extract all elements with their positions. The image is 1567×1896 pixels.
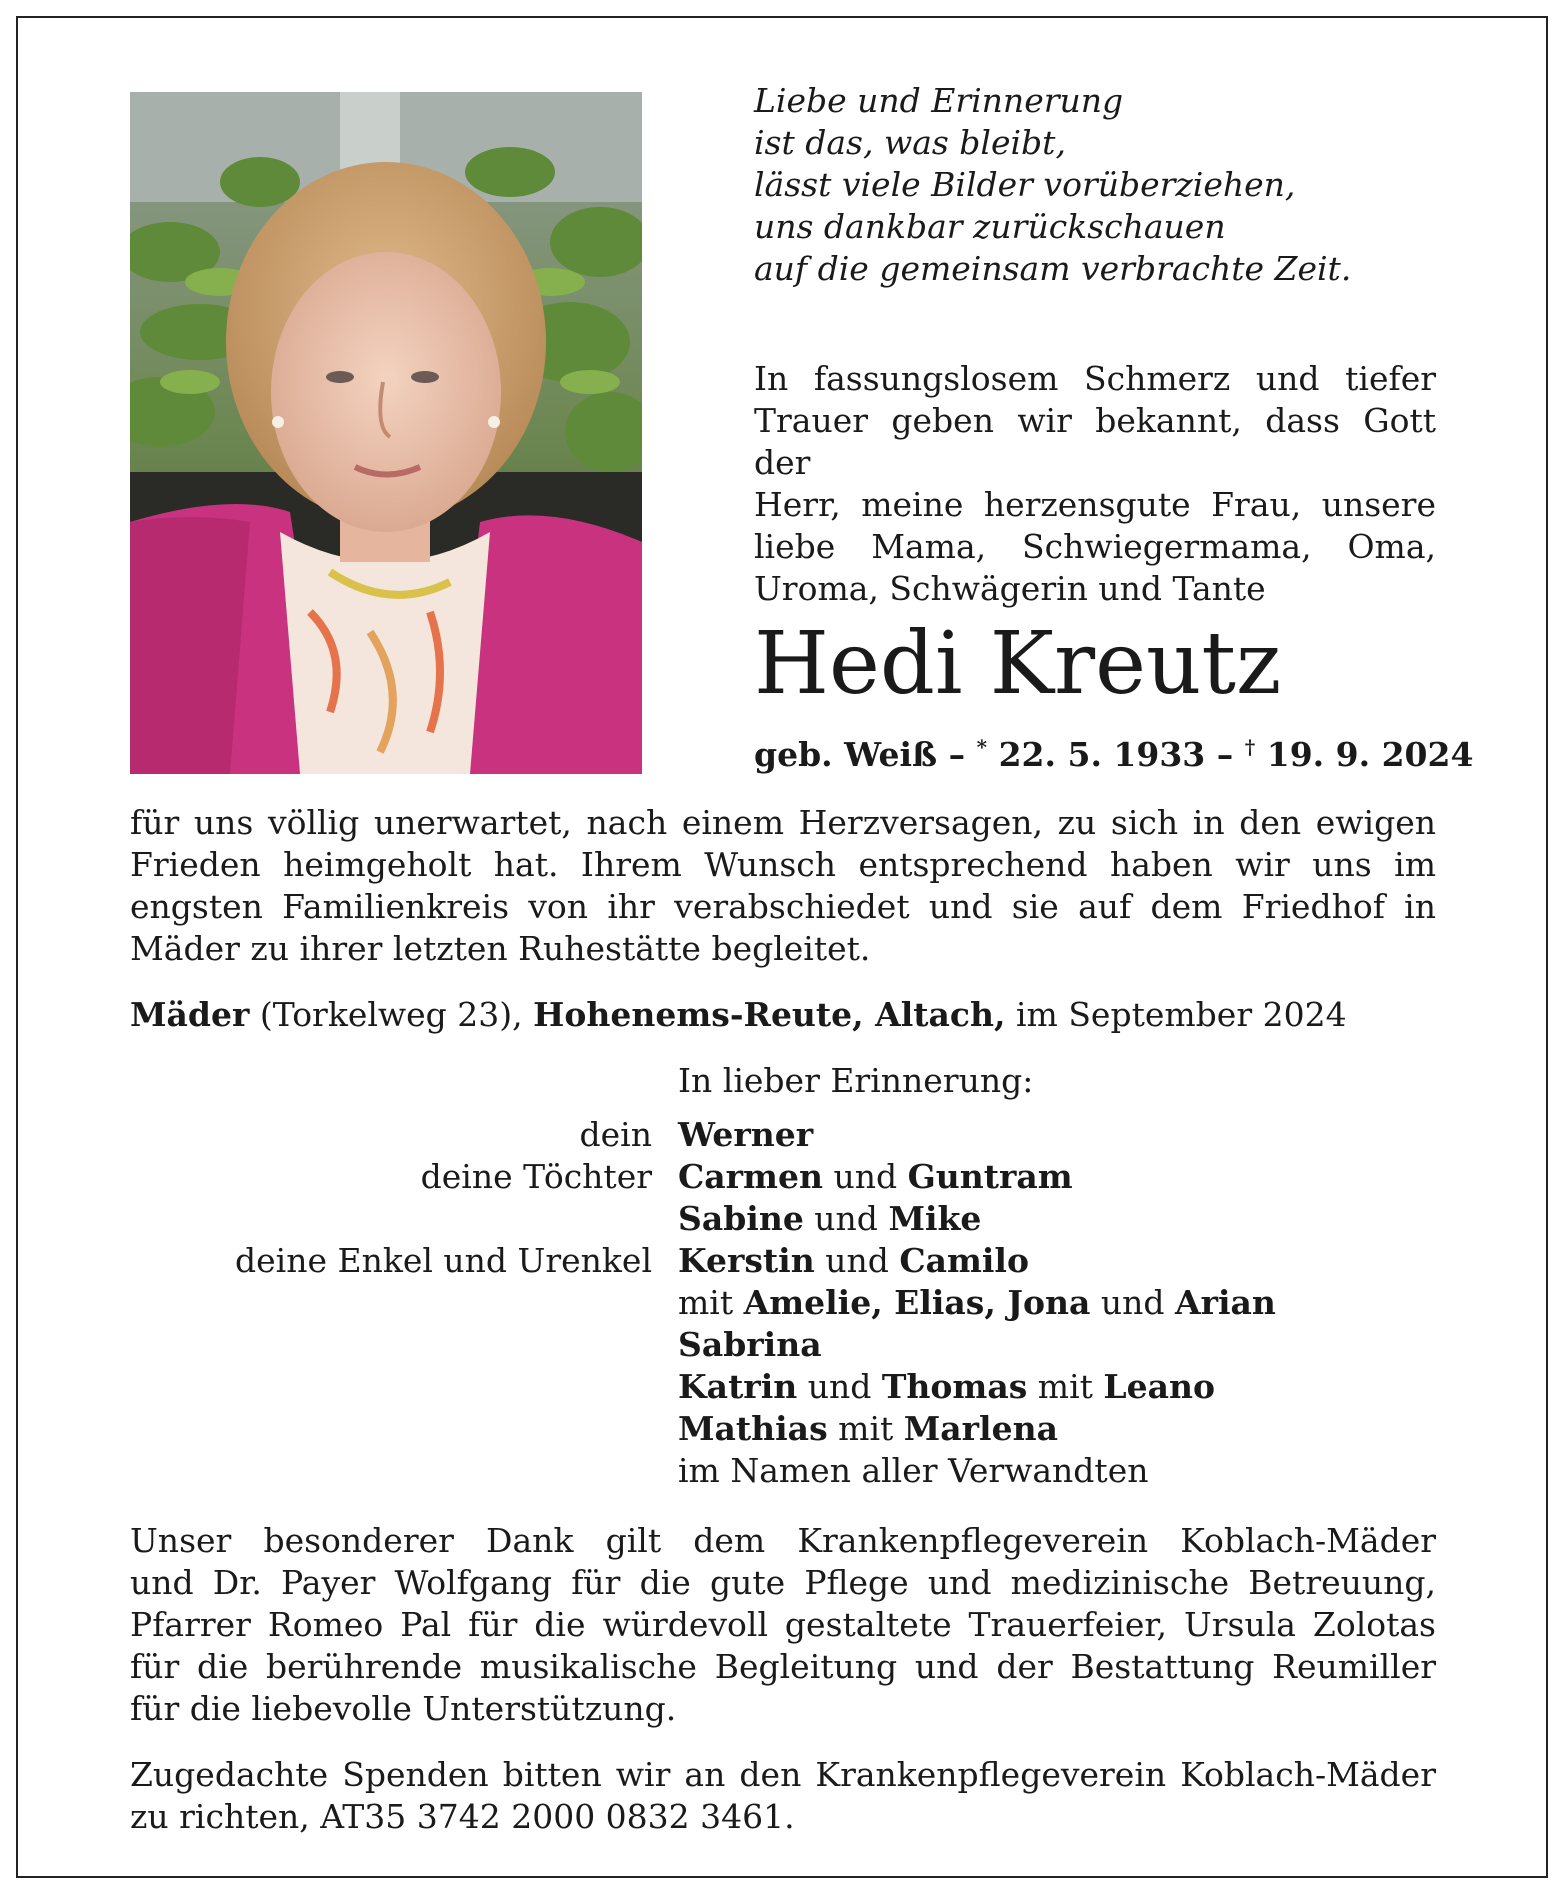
mourner-name: Thomas xyxy=(881,1367,1028,1406)
poem-line: auf die gemeinsam verbrachte Zeit. xyxy=(754,249,1352,288)
mourner-connector: und xyxy=(803,1199,889,1238)
mourner-name: Camilo xyxy=(899,1241,1029,1280)
mourner-connector: mit xyxy=(827,1409,904,1448)
mourner-name: Mathias xyxy=(678,1409,828,1448)
poem-line: uns dankbar zurückschauen xyxy=(754,207,1226,246)
mourner-connector: im Namen aller Verwandten xyxy=(678,1451,1149,1490)
mourner-name: Werner xyxy=(678,1115,814,1154)
body-line: engsten Familienkreis von ihr verabschiedet und sie auf dem Friedhof in xyxy=(130,887,1436,926)
mourner-connector: und xyxy=(814,1241,900,1280)
intro-line: liebe Mama, Schwiegermama, Oma, xyxy=(754,527,1436,566)
place-date-line xyxy=(130,994,1436,1036)
mourner-name: Kerstin xyxy=(678,1241,815,1280)
announcement-body xyxy=(130,802,1436,970)
mourner-row xyxy=(130,1282,1436,1324)
mourner-names xyxy=(678,1282,1276,1324)
mourner-relation xyxy=(130,1198,652,1240)
mourner-relation xyxy=(130,1282,652,1324)
mourner-names xyxy=(678,1156,1073,1198)
mourner-row xyxy=(130,1156,1436,1198)
born-symbol: * xyxy=(976,735,988,759)
mourner-name: Guntram xyxy=(907,1157,1073,1196)
donation-line: zu richten, AT35 3742 2000 0832 3461. xyxy=(130,1797,795,1836)
announcement-intro xyxy=(754,358,1436,610)
thanks-line: und Dr. Payer Wolfgang für die gute Pflege und medizinische Betreuung, xyxy=(130,1563,1436,1602)
mourner-row xyxy=(130,1366,1436,1408)
mourner-connector: mit xyxy=(678,1283,744,1322)
mourner-row xyxy=(130,1450,1436,1492)
poem-line: lässt viele Bilder vorüberziehen, xyxy=(754,165,1296,204)
intro-line: In fassungslosem Schmerz und tiefer xyxy=(754,359,1436,398)
mourner-row xyxy=(130,1240,1436,1282)
dash: – xyxy=(948,735,966,774)
mourner-name: Mike xyxy=(888,1199,982,1238)
mourner-names xyxy=(678,1240,1029,1282)
mourner-relation xyxy=(130,1366,652,1408)
mourner-connector: und xyxy=(797,1367,882,1406)
mourner-relation: deine Töchter xyxy=(420,1157,652,1196)
body-line: Mäder zu ihrer letzten Ruhestätte begleitet. xyxy=(130,929,871,968)
thanks-line: Pfarrer Romeo Pal für die würdevoll gestaltete Trauerfeier, Ursula Zolotas xyxy=(130,1605,1436,1644)
thanks-line: für die berührende musikalische Begleitung und der Bestattung Reumiller xyxy=(130,1647,1436,1686)
dash: – xyxy=(1216,735,1234,774)
place-address: (Torkelweg 23), xyxy=(249,995,534,1034)
died-date: 19. 9. 2024 xyxy=(1266,735,1474,774)
birth-name: geb. Weiß xyxy=(754,735,938,774)
mourner-row xyxy=(130,1324,1436,1366)
poem-line: Liebe und Erinnerung xyxy=(754,81,1124,120)
mourner-name: Arian xyxy=(1174,1283,1276,1322)
mourner-row xyxy=(130,1198,1436,1240)
place-towns: Hohenems-Reute, Altach, xyxy=(533,995,1006,1034)
mourner-row xyxy=(130,1408,1436,1450)
mourner-connector: und xyxy=(1090,1283,1175,1322)
mourner-name: Sabine xyxy=(678,1199,804,1238)
intro-line: Herr, meine herzensgute Frau, unsere xyxy=(754,485,1436,524)
mourner-names xyxy=(678,1198,981,1240)
mourner-relation xyxy=(130,1408,652,1450)
mourner-relation: deine Enkel und Urenkel xyxy=(235,1241,652,1280)
mourners-list xyxy=(130,1114,1436,1492)
mourner-names xyxy=(678,1324,822,1366)
place-town: Mäder xyxy=(130,995,250,1034)
mourner-name: Amelie, Elias, Jona xyxy=(743,1283,1091,1322)
mourner-names xyxy=(678,1450,1148,1492)
mourner-name: Carmen xyxy=(678,1157,823,1196)
thanks-line: Unser besonderer Dank gilt dem Krankenpflegeverein Koblach-Mäder xyxy=(130,1521,1436,1560)
intro-line: Trauer geben wir bekannt, dass Gott der xyxy=(754,401,1436,482)
portrait-photo xyxy=(130,92,642,774)
intro-line: Uroma, Schwägerin und Tante xyxy=(754,569,1266,608)
mourner-relation xyxy=(130,1450,652,1492)
mourner-row xyxy=(130,1114,1436,1156)
thanks-line: für die liebevolle Unterstützung. xyxy=(130,1689,677,1728)
donation-paragraph xyxy=(130,1754,1436,1838)
mourner-name: Marlena xyxy=(903,1409,1058,1448)
birth-death-dates xyxy=(754,735,1473,774)
mourner-relation xyxy=(130,1324,652,1366)
deceased-name: Hedi Kreutz xyxy=(754,614,1282,714)
thanks-paragraph xyxy=(130,1520,1436,1730)
poem-line: ist das, was bleibt, xyxy=(754,123,1066,162)
mourner-connector: mit xyxy=(1027,1367,1104,1406)
mourner-names xyxy=(678,1408,1058,1450)
mourner-name: Katrin xyxy=(678,1367,798,1406)
mourner-names xyxy=(678,1366,1215,1408)
mourner-name: Leano xyxy=(1103,1367,1215,1406)
died-symbol: † xyxy=(1244,735,1256,759)
body-line: für uns völlig unerwartet, nach einem Herzversagen, zu sich in den ewigen xyxy=(130,803,1436,842)
mourner-connector: und xyxy=(822,1157,908,1196)
donation-line: Zugedachte Spenden bitten wir an den Krankenpflegeverein Koblach-Mäder xyxy=(130,1755,1436,1794)
mourner-relation: dein xyxy=(579,1115,652,1154)
mourner-names xyxy=(678,1114,813,1156)
body-line: Frieden heimgeholt hat. Ihrem Wunsch entsprechend haben wir uns im xyxy=(130,845,1436,884)
born-date: 22. 5. 1933 xyxy=(998,735,1206,774)
poem xyxy=(754,80,1436,290)
mourner-name: Sabrina xyxy=(678,1325,822,1364)
memory-heading: In lieber Erinnerung: xyxy=(678,1061,1034,1100)
place-date: im September 2024 xyxy=(1005,995,1347,1034)
